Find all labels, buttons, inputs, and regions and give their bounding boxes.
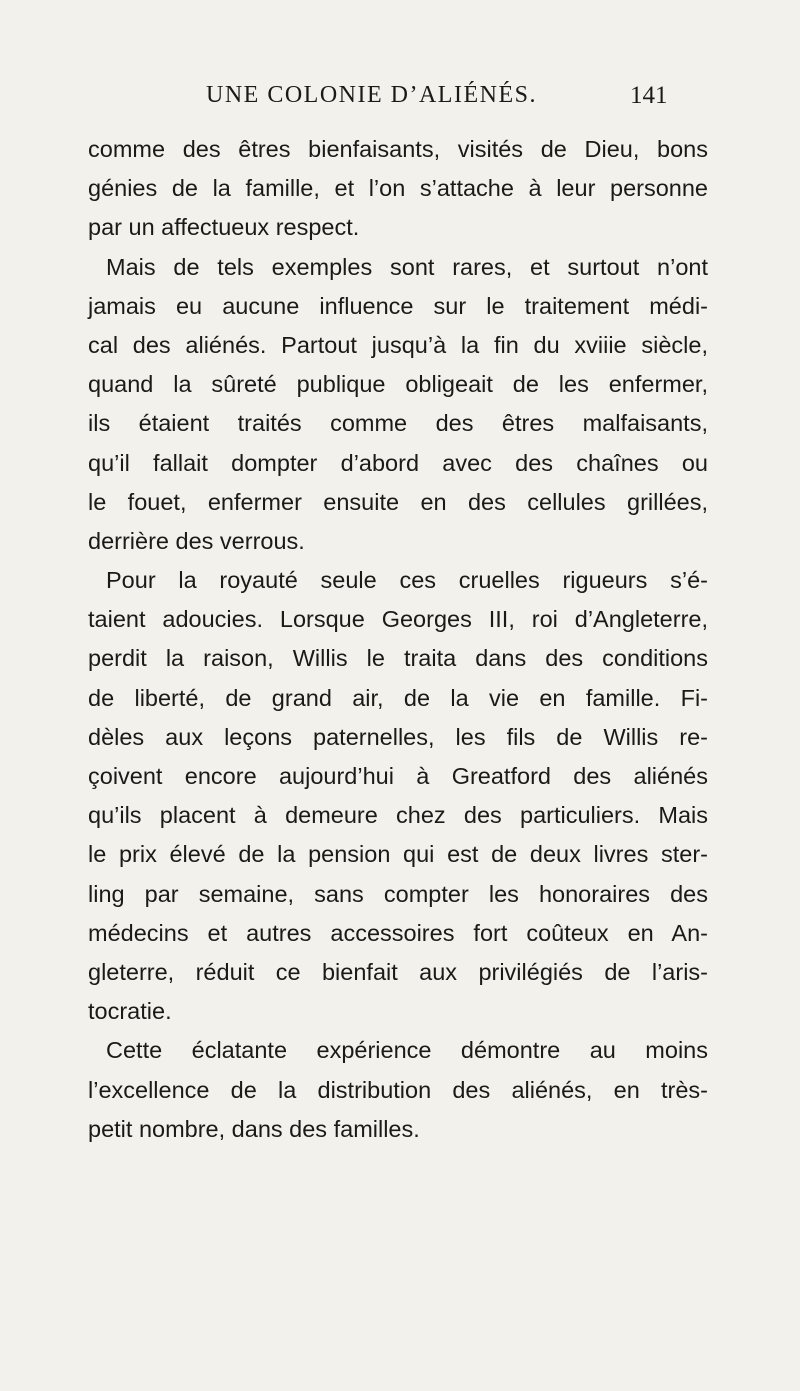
text-line: tocratie. [88, 998, 172, 1025]
text-line: par un affectueux respect. [88, 214, 360, 241]
text-line: gleterre, réduit ce bienfait aux privilégiés de l’aris- [88, 958, 708, 985]
running-head [0, 82, 800, 122]
text-line: petit nombre, dans des familles. [88, 1115, 420, 1142]
text-line: Mais de tels exemples sont rares, et surtout n’ont [106, 253, 708, 280]
text-line: Pour la royauté seule ces cruelles rigueurs s’é- [106, 567, 708, 594]
text-line: qu’il fallait dompter d’abord avec des chaînes ou [88, 449, 708, 476]
text-line: cal des aliénés. Partout jusqu’à la fin du xviiie siècle, [88, 331, 708, 358]
text-line: génies de la famille, et l’on s’attache à leur personne [88, 175, 708, 202]
page-number: 141 [630, 82, 668, 109]
text-line: le fouet, enfermer ensuite en des cellules grillées, [88, 488, 708, 515]
text-line: perdit la raison, Willis le traita dans des conditions [88, 645, 708, 672]
text-line: dèles aux leçons paternelles, les fils de Willis re- [88, 723, 708, 750]
text-line: çoivent encore aujourd’hui à Greatford des aliénés [88, 763, 708, 789]
body-text [88, 130, 708, 1149]
text-line: médecins et autres accessoires fort coûteux en An- [88, 919, 708, 946]
text-line: derrière des verrous. [88, 527, 305, 554]
running-head-title: UNE COLONIE D’ALIÉNÉS. [206, 82, 537, 108]
text-line: Cette éclatante expérience démontre au moins [106, 1037, 708, 1064]
text-line: ils étaient traités comme des êtres malfaisants, [88, 410, 708, 437]
text-line: l’excellence de la distribution des aliénés, en très- [88, 1076, 708, 1103]
text-line: ling par semaine, sans compter les honoraires des [88, 880, 708, 907]
text-line: quand la sûreté publique obligeait de les enfermer, [88, 371, 708, 398]
text-line: le prix élevé de la pension qui est de deux livres ster- [88, 841, 708, 868]
text-line: comme des êtres bienfaisants, visités de Dieu, bons [88, 136, 708, 162]
text-line: qu’ils placent à demeure chez des particuliers. Mais [88, 802, 708, 829]
text-line: taient adoucies. Lorsque Georges III, roi d’Angleterre, [88, 606, 708, 633]
text-line: jamais eu aucune influence sur le traitement médi- [88, 292, 708, 319]
text-line: de liberté, de grand air, de la vie en famille. Fi- [88, 684, 708, 711]
